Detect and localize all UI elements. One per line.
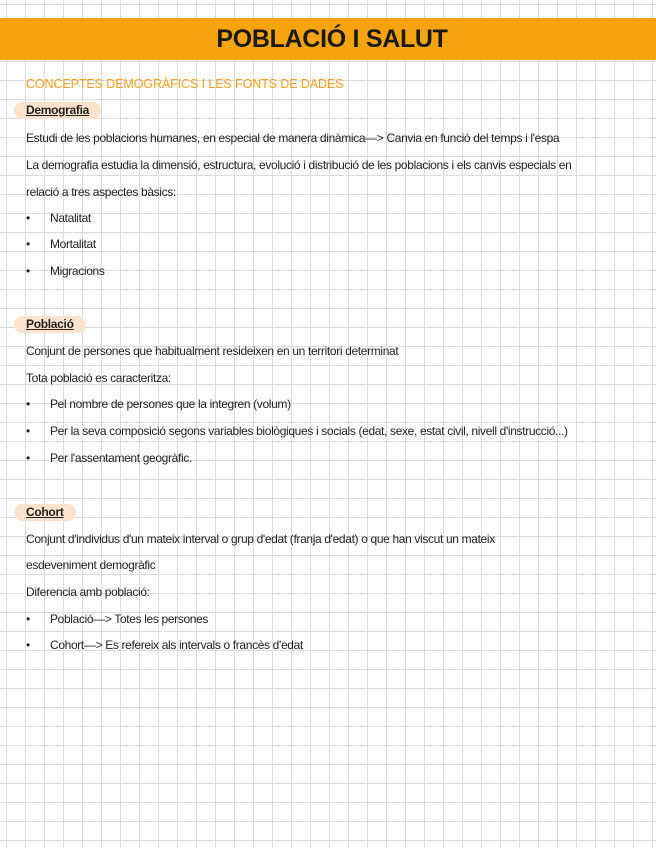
bullet-icon: • [26, 397, 30, 411]
list-item-text: Per la seva composició segons variables biològiques i socials (edat, sexe, estat civil, nivell d'instrucció...) [50, 424, 568, 438]
list-item-text: Migracions [50, 264, 105, 278]
demografia-line-2: La demografia estudia la dimensió, estructura, evolució i distribució de les poblacions i els canvis especials en [26, 158, 572, 172]
list-item-text: Pel nombre de persones que la integren (volum) [50, 397, 291, 411]
term-cohort [14, 504, 76, 521]
list-item-text: Natalitat [50, 211, 91, 225]
term-poblacio-label: Població [26, 317, 74, 331]
list-item-text: Cohort—> Es refereix als intervals o francès d'edat [50, 638, 303, 652]
demografia-line-3: relació a tres aspectes bàsics: [26, 185, 176, 199]
poblacio-line-1: Conjunt de persones que habitualment resideixen en un territori determinat [26, 344, 399, 358]
page-title: POBLACIÓ I SALUT [216, 24, 448, 53]
bullet-icon: • [26, 612, 30, 626]
term-cohort-label: Cohort [26, 505, 64, 519]
bullet-icon: • [26, 424, 30, 438]
bullet-icon: • [26, 211, 30, 225]
cohort-line-3: Diferencia amb població: [26, 585, 150, 599]
bullet-icon: • [26, 451, 30, 465]
section-heading: CONCEPTES DEMOGRÀFICS I LES FONTS DE DADES [26, 77, 344, 91]
list-item-text: Mortalitat [50, 237, 96, 251]
bullet-icon: • [26, 264, 30, 278]
bullet-icon: • [26, 237, 30, 251]
demografia-line-1: Estudi de les poblacions humanes, en especial de manera dinàmica—> Canvia en funció del temps i l'espa [26, 131, 560, 145]
list-item-text: Població—> Totes les persones [50, 612, 209, 626]
cohort-line-2: esdeveniment demogràfic [26, 558, 156, 572]
term-demografia-label: Demografia [26, 103, 90, 117]
list-item-text: Per l'assentament geogràfic. [50, 451, 192, 465]
term-poblacio [14, 316, 86, 333]
title-banner [0, 18, 656, 60]
term-demografia [14, 102, 101, 119]
poblacio-line-2: Tota població es caracteritza: [26, 371, 171, 385]
cohort-line-1: Conjunt d'individus d'un mateix interval o grup d'edat (franja d'edat) o que han viscut un mateix [26, 532, 495, 546]
bullet-icon: • [26, 638, 30, 652]
